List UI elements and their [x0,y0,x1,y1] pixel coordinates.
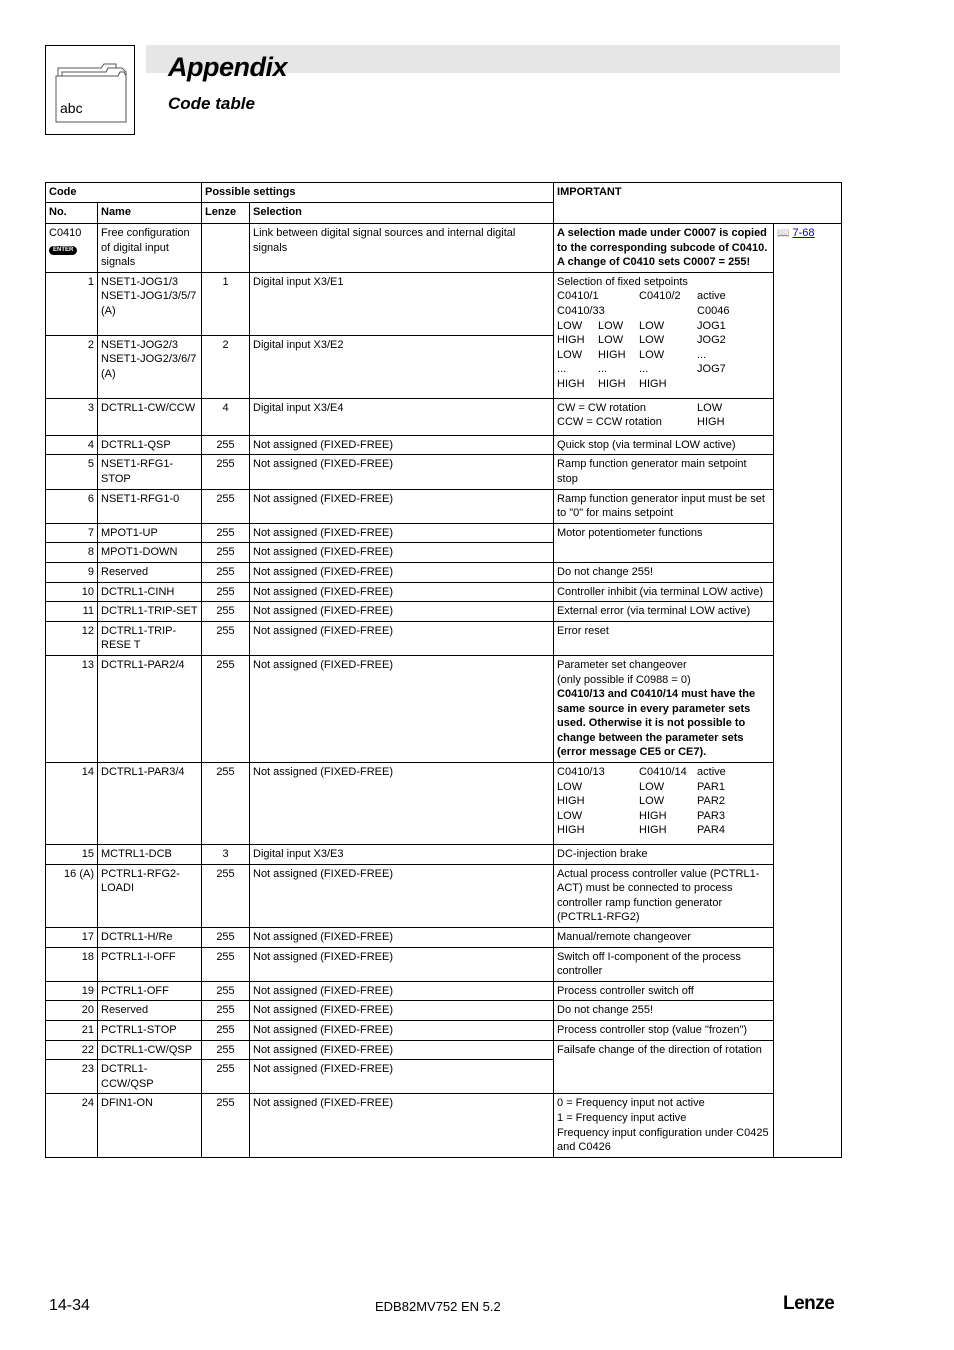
row-selection: Digital input X3/E4 [250,398,554,435]
row-name: DCTRL1-CW/CCW [98,398,202,435]
table-row [46,1001,842,1021]
reference-cell [774,224,842,273]
header-name: Name [98,203,202,224]
jog-title: Selection of fixed setpoints [557,275,688,288]
row-selection: Digital input X3/E3 [250,845,554,865]
table-row-main [46,224,842,273]
row-name: Reserved [98,562,202,582]
table-row [46,655,842,762]
row-selection: Not assigned (FIXED-FREE) [250,435,554,455]
jog-head: C0410/1 C0410/33 C0410/2 active C0046 [557,290,730,317]
row-lenze: 255 [202,602,250,622]
row-no: 8 [46,543,98,563]
row-important: Do not change 255! [554,1001,774,1021]
row-lenze: 255 [202,489,250,523]
table-row [46,947,842,981]
row-selection: Not assigned (FIXED-FREE) [250,1094,554,1158]
reference-column-cell [774,602,842,622]
reference-column-cell [774,845,842,865]
row-selection: Not assigned (FIXED-FREE) [250,763,554,845]
row-no: 10 [46,582,98,602]
row-no: 14 [46,763,98,845]
row-lenze: 4 [202,398,250,435]
row-name: DCTRL1-TRIP-SET [98,602,202,622]
table-row [46,582,842,602]
row-important: DC-injection brake [554,845,774,865]
row-name: DCTRL1-CW/QSP [98,1040,202,1060]
table-row [46,621,842,655]
table-row [46,562,842,582]
row-no: 24 [46,1094,98,1158]
table-row [46,1094,842,1158]
row-selection: Not assigned (FIXED-FREE) [250,523,554,543]
reference-column-cell [774,763,842,845]
row-selection: Digital input X3/E1 [250,272,554,335]
row-selection: Not assigned (FIXED-FREE) [250,981,554,1001]
row-no: 13 [46,655,98,762]
row-lenze: 255 [202,562,250,582]
row-selection: Not assigned (FIXED-FREE) [250,455,554,489]
reference-column-cell [774,543,842,563]
header-lenze: Lenze [202,203,250,224]
row-important: Controller inhibit (via terminal LOW active) [554,582,774,602]
folder-icon-box [45,45,135,135]
reference-column-cell [774,1040,842,1060]
row-selection: Not assigned (FIXED-FREE) [250,543,554,563]
row-name: PCTRL1-I-OFF [98,947,202,981]
reference-column-cell [774,435,842,455]
page-subtitle: Code table [168,94,255,113]
row-selection: Not assigned (FIXED-FREE) [250,621,554,655]
reference-column-cell [774,928,842,948]
row-lenze: 3 [202,845,250,865]
row-selection: Not assigned (FIXED-FREE) [250,655,554,762]
parameter-set-block: Parameter set changeover (only possible if C0988 = 0) C0410/13 and C0410/14 must have the same source in every parameter sets used. Otherwise it is not possible to change between the parameter sets (error message CE5 or CE7). [554,655,774,762]
row-name: NSET1-RFG1-STOP [98,455,202,489]
row-selection: Not assigned (FIXED-FREE) [250,582,554,602]
reference-column-cell [774,335,842,398]
row-no: 1 [46,272,98,335]
table-row [46,763,842,845]
row-name: DCTRL1-PAR3/4 [98,763,202,845]
table-row [46,489,842,523]
row-no: 7 [46,523,98,543]
row-important: Do not change 255! [554,562,774,582]
code-value: C0410 [49,227,82,239]
main-lenze [202,224,250,273]
code-table [45,182,842,1158]
row-selection: Not assigned (FIXED-FREE) [250,928,554,948]
table-row [46,602,842,622]
row-name: DCTRL1-QSP [98,435,202,455]
fixed-setpoints-block [554,272,774,398]
main-important: A selection made under C0007 is copied to the corresponding subcode of C0410. A change of C0410 sets C0007 = 255! [554,224,774,273]
row-important: External error (via terminal LOW active) [554,602,774,622]
row-important: Manual/remote changeover [554,928,774,948]
table-row [46,435,842,455]
row-name: NSET1-JOG1/3 NSET1-JOG1/3/5/7 (A) [98,272,202,335]
reference-column-cell [774,398,842,435]
reference-column-cell [774,1001,842,1021]
row-name: PCTRL1-RFG2-LOADI [98,864,202,927]
row-no: 4 [46,435,98,455]
table-row [46,455,842,489]
table-row [46,864,842,927]
jog-rows: LOW LOW LOW JOG1 HIGH LOW LOW JOG2 LOW HIGH LOW ... ... ... ... JOG7 HIGH HIGH HIGH [557,319,726,390]
row-no: 23 [46,1060,98,1094]
row-selection: Not assigned (FIXED-FREE) [250,1060,554,1094]
row-selection: Not assigned (FIXED-FREE) [250,602,554,622]
row-no: 18 [46,947,98,981]
row-important: Process controller stop (value "frozen") [554,1021,774,1041]
row-name: MCTRL1-DCB [98,845,202,865]
row-important: Failsafe change of the direction of rotation [554,1040,774,1094]
row-lenze: 255 [202,947,250,981]
reference-column-cell [774,272,842,335]
page-title: Appendix [168,52,288,82]
row-lenze: 255 [202,928,250,948]
row-lenze: 255 [202,763,250,845]
row-no: 15 [46,845,98,865]
code-cell [46,224,98,273]
header-important: IMPORTANT [554,183,842,224]
main-selection: Link between digital signal sources and internal digital signals [250,224,554,273]
row-important: Quick stop (via terminal LOW active) [554,435,774,455]
row-lenze: 1 [202,272,250,335]
reference-column-cell [774,455,842,489]
header-no: No. [46,203,98,224]
row-no: 6 [46,489,98,523]
row-selection: Digital input X3/E2 [250,335,554,398]
row-no: 12 [46,621,98,655]
lenze-logo: Lenze [783,1293,835,1314]
row-name: PCTRL1-STOP [98,1021,202,1041]
parameter-warning: C0410/13 and C0410/14 must have the same source in every parameter sets used. Otherwise it is not possible to change between the parameter sets (error message CE5 or CE7). [557,688,756,759]
row-lenze: 255 [202,582,250,602]
parameter-set-table: C0410/13 C0410/14 active LOW LOW PAR1 HIGH LOW PAR2 LOW HIGH PAR3 HIGH HIGH PAR4 [554,763,774,845]
row-selection: Not assigned (FIXED-FREE) [250,1001,554,1021]
row-lenze: 255 [202,1040,250,1060]
row-no: 17 [46,928,98,948]
main-name: Free configuration of digital input signals [98,224,202,273]
document-id: EDB82MV752 EN 5.2 [375,1299,501,1314]
table-row [46,1021,842,1041]
reference-column-cell [774,582,842,602]
table-row [46,928,842,948]
row-selection: Not assigned (FIXED-FREE) [250,1021,554,1041]
icon-label: abc [60,100,83,116]
table-row [46,523,842,543]
reference-column-cell [774,1060,842,1094]
row-selection: Not assigned (FIXED-FREE) [250,864,554,927]
reference-column-cell [774,523,842,543]
row-name: NSET1-JOG2/3 NSET1-JOG2/3/6/7 (A) [98,335,202,398]
row-name: Reserved [98,1001,202,1021]
row-no: 5 [46,455,98,489]
row-name: DCTRL1-H/Re [98,928,202,948]
row-important: Ramp function generator input must be set to "0" for mains setpoint [554,489,774,523]
row-selection: Not assigned (FIXED-FREE) [250,1040,554,1060]
row-name: DCTRL1-TRIP-RESE T [98,621,202,655]
row-lenze: 255 [202,1021,250,1041]
row-lenze: 255 [202,455,250,489]
row-lenze: 255 [202,1094,250,1158]
page-number: 14-34 [49,1297,90,1314]
row-name: DCTRL1-PAR2/4 [98,655,202,762]
row-no: 3 [46,398,98,435]
row-important: Ramp function generator main setpoint stop [554,455,774,489]
row-no: 22 [46,1040,98,1060]
row-name: MPOT1-DOWN [98,543,202,563]
row-important: Motor potentiometer functions [554,523,774,562]
table-row [46,1040,842,1060]
row-lenze: 255 [202,543,250,563]
header-selection: Selection [250,203,554,224]
row-selection: Not assigned (FIXED-FREE) [250,489,554,523]
reference-column-cell [774,981,842,1001]
reference-column-cell [774,621,842,655]
page-reference-link[interactable]: 7-68 [792,227,815,239]
row-lenze: 255 [202,523,250,543]
reference-column-cell [774,864,842,927]
row-lenze: 255 [202,1060,250,1094]
row-lenze: 255 [202,621,250,655]
row-no: 19 [46,981,98,1001]
row-name: DFIN1-ON [98,1094,202,1158]
reference-column-cell [774,562,842,582]
table-row [46,981,842,1001]
row-no: 2 [46,335,98,398]
row-selection: Not assigned (FIXED-FREE) [250,947,554,981]
row-name: PCTRL1-OFF [98,981,202,1001]
row-important: Process controller switch off [554,981,774,1001]
table-row [46,272,842,335]
enter-badge: ENTER [49,246,77,255]
row-lenze: 255 [202,655,250,762]
row-no: 20 [46,1001,98,1021]
row-name: DCTRL1-CINH [98,582,202,602]
row-important: Switch off I-component of the process controller [554,947,774,981]
row-name: DCTRL1-CCW/QSP [98,1060,202,1094]
row-important: Actual process controller value (PCTRL1-ACT) must be connected to process controller ramp function generator (PCTRL1-RFG2) [554,864,774,927]
row-no: 21 [46,1021,98,1041]
table-row [46,398,842,435]
reference-column-cell [774,1021,842,1041]
row-no: 11 [46,602,98,622]
row-lenze: 255 [202,1001,250,1021]
row-important: Error reset [554,621,774,655]
row-no: 16 (A) [46,864,98,927]
reference-column-cell [774,1094,842,1158]
row-lenze: 255 [202,864,250,927]
reference-column-cell [774,489,842,523]
folder-icon [46,46,134,134]
reference-column-cell [774,947,842,981]
table-row [46,845,842,865]
row-lenze: 2 [202,335,250,398]
header-possible-settings: Possible settings [202,183,554,203]
frequency-input-block: 0 = Frequency input not active 1 = Frequency input active Frequency input configuration under C0425 and C0426 [554,1094,774,1158]
row-selection: Not assigned (FIXED-FREE) [250,562,554,582]
row-name: NSET1-RFG1-0 [98,489,202,523]
row-no: 9 [46,562,98,582]
row-name: MPOT1-UP [98,523,202,543]
rotation-block: CW = CW rotation LOW CCW = CCW rotation HIGH [554,398,774,435]
book-icon: 📖 [777,228,790,239]
row-lenze: 255 [202,435,250,455]
row-lenze: 255 [202,981,250,1001]
reference-column-cell [774,655,842,762]
header-code: Code [46,183,202,203]
